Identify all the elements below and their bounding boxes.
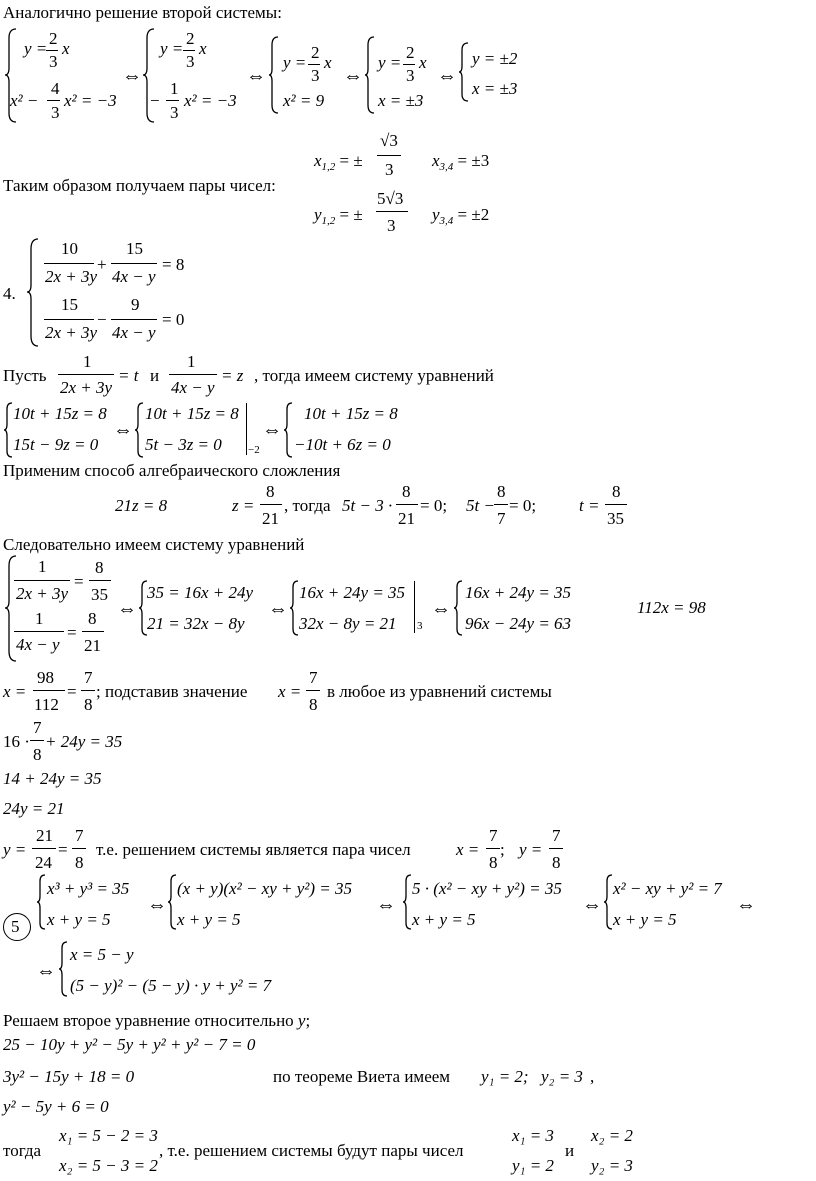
fraction-bar xyxy=(82,631,104,632)
then-text: , тогда xyxy=(284,496,331,515)
let-text: Пусть xyxy=(3,366,47,385)
fraction-den: 8 xyxy=(309,695,318,714)
sys2-eq2-b: x² = −3 xyxy=(184,91,237,110)
t-eq-a: 5t − 3 · xyxy=(342,496,393,515)
sys2-eq2-a: − xyxy=(150,91,160,110)
problem-number-4: 4. xyxy=(3,284,16,303)
brace-icon xyxy=(268,36,280,114)
fraction-bar xyxy=(306,690,320,691)
z-eq: 21z = 8 xyxy=(115,496,168,515)
xy5-eq: 112x = 98 xyxy=(637,598,706,617)
minus-sign: − xyxy=(97,310,107,329)
fraction-den: 3 xyxy=(170,103,179,122)
fraction-den: 2x + 3y xyxy=(60,378,113,397)
fraction-num: 2 xyxy=(311,43,320,62)
iff-icon: ⇔ xyxy=(36,960,56,982)
var-x: x xyxy=(324,53,332,72)
iff-icon: ⇔ xyxy=(117,598,137,620)
p5d-eq2: x + y = 5 xyxy=(613,910,677,929)
fraction-bar xyxy=(260,504,282,505)
fraction-num: 7 xyxy=(84,668,93,687)
brace-icon xyxy=(364,36,376,114)
tz2-eq1: 10t + 15z = 8 xyxy=(145,404,239,423)
fraction-den: 3 xyxy=(49,52,58,71)
y1-root: y₁ = 2; xyxy=(481,1067,529,1086)
fraction-bar xyxy=(14,631,64,632)
q3-eq: y² − 5y + 6 = 0 xyxy=(3,1097,109,1116)
var-x: x xyxy=(199,39,207,58)
iff-icon: ⇔ xyxy=(246,65,266,87)
fraction-bar xyxy=(549,848,563,849)
fraction-den: 8 xyxy=(84,695,93,714)
t-eq-b-rhs: = 0; xyxy=(509,496,537,515)
hence-text: Следовательно имеем систему уравнений xyxy=(3,535,305,554)
fraction-den: 4x − y xyxy=(16,635,60,654)
fraction-num: 1 xyxy=(35,609,44,628)
p5b-eq1: (x + y)(x² − xy + y²) = 35 xyxy=(177,879,352,898)
and-text: и xyxy=(565,1141,575,1160)
iff-icon: ⇔ xyxy=(582,894,602,916)
brace-icon xyxy=(36,874,46,930)
fraction-num: 15 xyxy=(61,295,78,314)
p5b-eq2: x + y = 5 xyxy=(177,910,241,929)
fraction-num: 8 xyxy=(402,482,411,501)
fraction-num: 7 xyxy=(309,668,318,687)
fraction-num: 1 xyxy=(38,557,47,576)
fraction-bar xyxy=(44,263,94,264)
fraction-num: 7 xyxy=(33,718,42,737)
fraction-bar xyxy=(30,740,44,741)
xy4-eq1: 16x + 24y = 35 xyxy=(465,583,572,602)
tz2-eq2: 5t − 3z = 0 xyxy=(145,435,222,454)
substitute-text: ; подставив значение xyxy=(96,682,248,701)
tz1-eq2: 15t − 9z = 0 xyxy=(13,435,99,454)
sys1-eq2-b: x² = −3 xyxy=(64,91,117,110)
pair2-y: y₂ = 3 xyxy=(591,1156,633,1175)
equals: = xyxy=(67,623,77,642)
fraction-den: 3 xyxy=(51,103,60,122)
brace-icon xyxy=(167,874,177,930)
vieta-text: по теореме Виета имеем xyxy=(273,1067,451,1086)
y2-root: y₂ = 3 xyxy=(541,1067,583,1086)
fraction-den: 2x + 3y xyxy=(45,267,98,286)
brace-icon xyxy=(458,42,470,102)
iff-icon: ⇔ xyxy=(343,65,363,87)
fraction-bar xyxy=(308,64,320,65)
fraction-den: 3 xyxy=(387,216,396,235)
pair1-y: y₁ = 2 xyxy=(512,1156,554,1175)
brace-icon xyxy=(3,402,13,458)
p5e-eq2: (5 − y)² − (5 − y) · y + y² = 7 xyxy=(70,976,272,995)
x-value: x = xyxy=(278,682,302,701)
fraction-den: 3 xyxy=(406,66,415,85)
l2-eq: 14 + 24y = 35 xyxy=(3,769,102,788)
fraction-bar xyxy=(396,504,418,505)
fraction-bar xyxy=(494,504,508,505)
heading-second-system: Аналогично решение второй системы: xyxy=(3,3,282,22)
fraction-bar xyxy=(58,374,114,375)
sub-z: = z xyxy=(221,366,244,385)
p5d-eq1: x² − xy + y² = 7 xyxy=(613,879,722,898)
fraction-den: 35 xyxy=(607,509,624,528)
divider xyxy=(246,403,247,455)
fraction-bar xyxy=(46,50,58,51)
p5c-eq1: 5 · (x² − xy + y²) = 35 xyxy=(412,879,562,898)
fraction-bar xyxy=(376,211,408,212)
fraction-num: 1 xyxy=(187,352,196,371)
fraction-num: 7 xyxy=(552,826,561,845)
fraction-bar xyxy=(47,100,60,101)
any-equation-text: в любое из уравнений системы xyxy=(327,682,552,701)
fraction-den: 4x − y xyxy=(112,323,156,342)
brace-icon xyxy=(289,580,299,636)
result-y12: $y_{1,2}$ = ± xyxy=(314,205,363,227)
sys1-eq2-a: x² − xyxy=(10,91,39,110)
comma: , xyxy=(590,1067,595,1086)
fraction-num: 10 xyxy=(61,239,78,258)
problem-number-5: 5 xyxy=(11,917,20,936)
fraction-bar xyxy=(605,504,627,505)
fraction-num: 2 xyxy=(406,43,415,62)
eq4a-rhs: = 8 xyxy=(162,255,185,274)
multiplier-label: 3 xyxy=(417,620,423,632)
fraction-bar xyxy=(44,319,94,320)
l1-b: + 24y = 35 xyxy=(45,732,123,751)
iff-icon: ⇔ xyxy=(736,894,756,916)
xy2-eq2: 21 = 32x − 8y xyxy=(147,614,245,633)
solution-pairs-text: , т.е. решением системы будут пары чисел xyxy=(159,1141,464,1160)
fraction-num: 7 xyxy=(75,826,84,845)
fraction-den: 2x + 3y xyxy=(16,584,69,603)
fraction-bar xyxy=(14,580,70,581)
separator: ; xyxy=(500,840,505,859)
fraction-den: 2x + 3y xyxy=(45,323,98,342)
iff-icon: ⇔ xyxy=(122,65,142,87)
fraction-den: 4x − y xyxy=(171,378,215,397)
fraction-num: 2 xyxy=(186,29,195,48)
q1-eq: 25 − 10y + y² − 5y + y² + y² − 7 = 0 xyxy=(3,1035,256,1054)
l3-eq: 24y = 21 xyxy=(3,799,65,818)
t-value: t = xyxy=(579,496,600,515)
fraction-bar xyxy=(377,155,401,156)
fraction-den: 3 xyxy=(186,52,195,71)
fraction-num: 9 xyxy=(131,295,140,314)
t-eq-b: 5t − xyxy=(466,496,495,515)
fraction-num: 2 xyxy=(49,29,58,48)
brace-icon xyxy=(58,941,68,997)
y-value: y = xyxy=(3,840,27,859)
fraction-num: 4 xyxy=(51,79,60,98)
fraction-bar xyxy=(32,848,56,849)
sys1-eq1: y = xyxy=(24,39,48,58)
equals: = xyxy=(67,682,77,701)
fraction-den: 8 xyxy=(552,853,561,872)
x2-calc: x₂ = 5 − 3 = 2 xyxy=(59,1156,158,1175)
xy3-eq1: 16x + 24y = 35 xyxy=(299,583,406,602)
equals: = xyxy=(74,572,84,591)
tz3-eq1: 10t + 15z = 8 xyxy=(304,404,398,423)
fraction-den: 8 xyxy=(75,853,84,872)
pair2-x: x₂ = 2 xyxy=(591,1126,633,1145)
fraction-num: 8 xyxy=(88,609,97,628)
sys4-eq1: y = xyxy=(378,53,402,72)
xy3-eq2: 32x − 8y = 21 xyxy=(299,614,397,633)
pair1-x: x₁ = 3 xyxy=(512,1126,554,1145)
fraction-num: 5√3 xyxy=(377,189,404,208)
fraction-bar xyxy=(486,848,500,849)
iff-icon: ⇔ xyxy=(262,419,282,441)
tz1-eq1: 10t + 15z = 8 xyxy=(13,404,107,423)
eq4b-rhs: = 0 xyxy=(162,310,185,329)
fraction-num: 15 xyxy=(126,239,143,258)
then-text: тогда xyxy=(3,1141,42,1160)
plus-sign: + xyxy=(97,255,107,274)
pairs-text: Таким образом получаем пары чисел: xyxy=(3,176,276,195)
l1-a: 16 · xyxy=(3,732,30,751)
brace-icon xyxy=(603,874,613,930)
divider xyxy=(414,581,415,633)
sub-t: = t xyxy=(118,366,139,385)
fraction-bar xyxy=(403,64,415,65)
equals: = xyxy=(58,840,68,859)
fraction-num: 1 xyxy=(83,352,92,371)
iff-icon: ⇔ xyxy=(437,65,457,87)
fraction-num: √3 xyxy=(380,131,398,150)
fraction-den: 3 xyxy=(311,66,320,85)
fraction-bar xyxy=(72,848,86,849)
brace-icon xyxy=(134,402,144,458)
tz3-eq2: −10t + 6z = 0 xyxy=(294,435,391,454)
then-text: , тогда имеем систему уравнений xyxy=(254,366,494,385)
sys5-eq1: y = ±2 xyxy=(472,49,518,68)
fraction-num: 1 xyxy=(170,79,179,98)
fraction-den: 24 xyxy=(35,853,52,872)
iff-icon: ⇔ xyxy=(376,894,396,916)
iff-icon: ⇔ xyxy=(113,419,133,441)
fraction-num: 21 xyxy=(36,826,53,845)
fraction-bar xyxy=(169,374,217,375)
xy4-eq2: 96x − 24y = 63 xyxy=(465,614,572,633)
p5a-eq1: x³ + y³ = 35 xyxy=(47,879,130,898)
solution-pair-text: т.е. решением системы является пара чисел xyxy=(96,840,411,859)
fraction-num: 8 xyxy=(612,482,621,501)
sys4-eq2: x = ±3 xyxy=(378,91,424,110)
fraction-den: 8 xyxy=(489,853,498,872)
sys2-eq1: y = xyxy=(160,39,184,58)
z-value: z = xyxy=(232,496,255,515)
var-x: x xyxy=(419,53,427,72)
fraction-bar xyxy=(81,690,95,691)
sys3-eq2: x² = 9 xyxy=(283,91,325,110)
var-x: x xyxy=(62,39,70,58)
brace-icon xyxy=(453,580,463,636)
iff-icon: ⇔ xyxy=(431,598,451,620)
fraction-den: 4x − y xyxy=(112,267,156,286)
fraction-den: 21 xyxy=(262,509,279,528)
sol-x: x = xyxy=(456,840,480,859)
fraction-den: 35 xyxy=(91,585,108,604)
fraction-bar xyxy=(183,50,195,51)
fraction-den: 8 xyxy=(33,745,42,764)
sol-y: y = xyxy=(519,840,543,859)
fraction-den: 21 xyxy=(84,636,101,655)
fraction-den: 112 xyxy=(34,695,59,714)
t-eq-a-rhs: = 0; xyxy=(420,496,448,515)
brace-icon xyxy=(283,402,293,458)
result-x34: $x_{3,4} = \pm 3$ xyxy=(432,151,490,173)
fraction-num: 8 xyxy=(95,558,104,577)
p5e-eq1: x = 5 − y xyxy=(70,945,134,964)
p5a-eq2: x + y = 5 xyxy=(47,910,111,929)
and-text: и xyxy=(150,366,160,385)
fraction-num: 8 xyxy=(266,482,275,501)
brace-icon xyxy=(26,238,40,348)
fraction-num: 8 xyxy=(497,482,506,501)
fraction-bar xyxy=(33,690,65,691)
fraction-bar xyxy=(166,100,179,101)
fraction-den: 7 xyxy=(497,509,506,528)
sys5-eq2: x = ±3 xyxy=(472,79,518,98)
result-y34: $y_{3,4} = \pm 2$ xyxy=(432,205,490,227)
brace-icon xyxy=(402,874,412,930)
p5c-eq2: x + y = 5 xyxy=(412,910,476,929)
fraction-num: 7 xyxy=(489,826,498,845)
sys3-eq1: y = xyxy=(283,53,307,72)
result-x12: $x_{1,2}$ = ± xyxy=(314,151,363,173)
fraction-num: 98 xyxy=(37,668,54,687)
method-text: Применим способ алгебраического сложления xyxy=(3,461,341,480)
iff-icon: ⇔ xyxy=(147,894,167,916)
iff-icon: ⇔ xyxy=(268,598,288,620)
fraction-bar xyxy=(111,263,157,264)
fraction-den: 3 xyxy=(385,160,394,179)
fraction-bar xyxy=(89,580,111,581)
multiplier-label: −2 xyxy=(248,444,260,456)
fraction-den: 21 xyxy=(398,509,415,528)
fraction-bar xyxy=(111,319,157,320)
x1-calc: x₁ = 5 − 2 = 3 xyxy=(59,1126,158,1145)
q2-eq: 3y² − 15y + 18 = 0 xyxy=(3,1067,135,1086)
xy2-eq1: 35 = 16x + 24y xyxy=(147,583,254,602)
solve-second-text: Решаем второе уравнение относительно y; xyxy=(3,1011,311,1030)
x-value: x = xyxy=(3,682,27,701)
